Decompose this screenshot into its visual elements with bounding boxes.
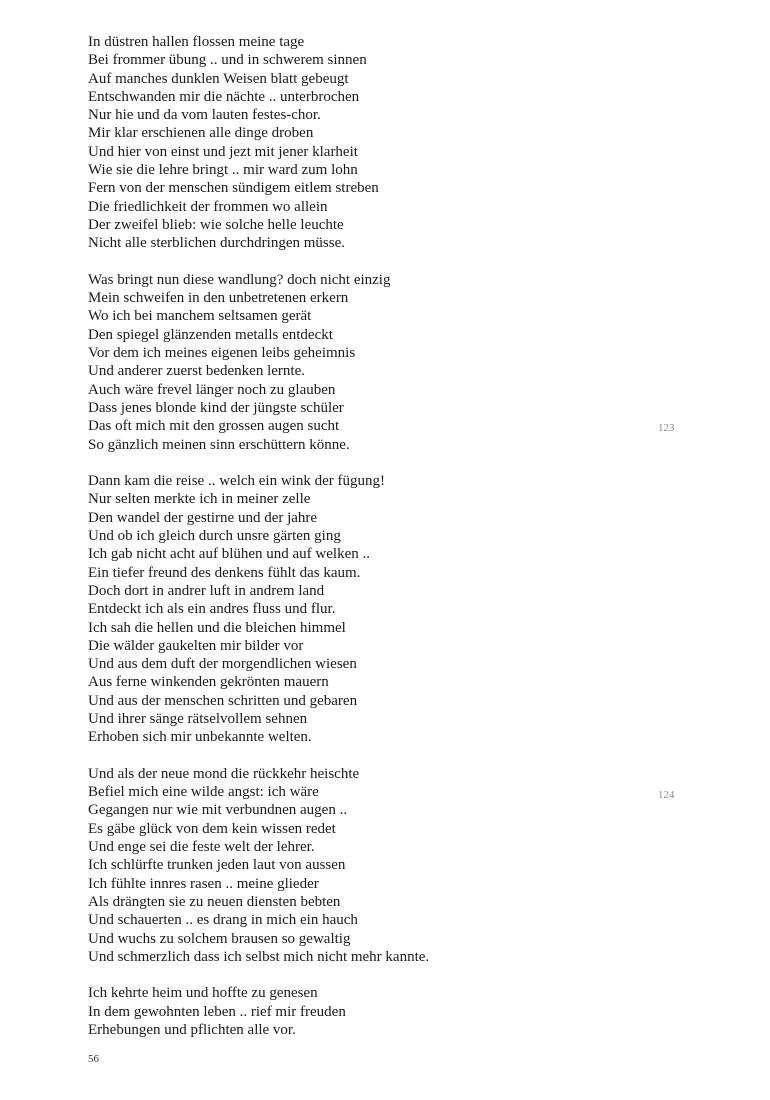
poem-line: Aus ferne winkenden gekrönten mauern (88, 674, 329, 691)
poem-line: Auch wäre frevel länger noch zu glauben (88, 381, 336, 398)
poem-line: Und aus der menschen schritten und gebaren (88, 692, 358, 709)
poem-line: Und enge sei die feste welt der lehrer. (88, 839, 315, 856)
poem-line: Wo ich bei manchem seltsamen gerät (88, 308, 312, 325)
poem-line: Nur hie und da vom lauten festes-chor. (88, 107, 321, 124)
stanza-2 (88, 271, 648, 454)
stanza-1 (88, 33, 648, 253)
stanza-5 (88, 984, 648, 1039)
poem-line: Die friedlichkeit der frommen wo allein (88, 198, 328, 215)
poem-line: Entschwanden mir die nächte .. unterbrochen (88, 88, 360, 105)
margin-line-number: 123 (658, 422, 675, 434)
page-number: 56 (88, 1053, 99, 1065)
poem-line: Doch dort in andrer luft in andrem land (88, 582, 325, 599)
poem-line: Erhoben sich mir unbekannte welten. (88, 729, 312, 746)
poem-line: Als drängten sie zu neuen diensten bebten (88, 893, 341, 910)
poem-line: Und wuchs zu solchem brausen so gewaltig (88, 930, 351, 947)
poem-line: Nur selten merkte ich in meiner zelle (88, 491, 311, 508)
poem-line: Das oft mich mit den grossen augen sucht (88, 418, 340, 435)
poem-line: Die wälder gaukelten mir bilder vor (88, 637, 304, 654)
stanza-4 (88, 765, 648, 966)
poem-line: Den wandel der gestirne und der jahre (88, 509, 318, 526)
poem-line: Und schauerten .. es drang in mich ein hauch (88, 912, 358, 929)
poem-line: Und ihrer sänge rätselvollem sehnen (88, 710, 308, 727)
poem-line: Gegangen nur wie mit verbundnen augen .. (88, 802, 348, 819)
poem-line: Ich schlürfte trunken jeden laut von aussen (88, 857, 346, 874)
poem-line: Entdeckt ich als ein andres fluss und flur. (88, 601, 336, 618)
poem-line: Es gäbe glück von dem kein wissen redet (88, 820, 336, 837)
poem-line: Ich fühlte innres rasen .. meine glieder (88, 875, 319, 892)
poem-line: Dass jenes blonde kind der jüngste schüler (88, 399, 344, 416)
poem-line: Was bringt nun diese wandlung? doch nicht einzig (88, 271, 391, 288)
poem-line: Den spiegel glänzenden metalls entdeckt (88, 326, 333, 343)
poem-line: Der zweifel blieb: wie solche helle leuchte (88, 216, 344, 233)
poem-line: Erhebungen und pflichten alle vor. (88, 1022, 296, 1039)
poem-line: Ich kehrte heim und hoffte zu genesen (88, 985, 318, 1002)
poem-line: Und ob ich gleich durch unsre gärten ging (88, 528, 341, 545)
poem-body (88, 33, 648, 1058)
poem-line: So gänzlich meinen sinn erschüttern könne. (88, 436, 350, 453)
poem-line: In dem gewohnten leben .. rief mir freuden (88, 1003, 346, 1020)
poem-line: In düstren hallen flossen meine tage (88, 34, 305, 50)
poem-line: Und als der neue mond die rückkehr heischte (88, 765, 360, 782)
poem-line: Und hier von einst und jezt mit jener klarheit (88, 143, 358, 160)
poem-line: Bei frommer übung .. und in schwerem sinnen (88, 52, 367, 69)
margin-line-number: 124 (658, 789, 675, 801)
poem-line: Und anderer zuerst bedenken lernte. (88, 363, 305, 380)
poem-line: Befiel mich eine wilde angst: ich wäre (88, 784, 319, 801)
stanza-3 (88, 472, 648, 746)
poem-line: Und schmerzlich dass ich selbst mich nicht mehr kannte. (88, 948, 430, 965)
poem-line: Auf manches dunklen Weisen blatt gebeugt (88, 70, 349, 87)
poem-line: Fern von der menschen sündigem eitlem streben (88, 180, 379, 197)
poem-line: Und aus dem duft der morgendlichen wiesen (88, 656, 357, 673)
poem-line: Ein tiefer freund des denkens fühlt das kaum. (88, 564, 361, 581)
poem-line: Ich gab nicht acht auf blühen und auf welken .. (88, 546, 370, 563)
poem-line: Wie sie die lehre bringt .. mir ward zum lohn (88, 162, 358, 179)
poem-line: Mir klar erschienen alle dinge droben (88, 125, 314, 142)
poem-line: Dann kam die reise .. welch ein wink der fügung! (88, 473, 385, 490)
poem-line: Nicht alle sterblichen durchdringen müsse. (88, 235, 346, 252)
poem-line: Ich sah die hellen und die bleichen himmel (88, 619, 346, 636)
poem-line: Mein schweifen in den unbetretenen erkern (88, 290, 349, 307)
poem-line: Vor dem ich meines eigenen leibs geheimnis (88, 345, 356, 362)
